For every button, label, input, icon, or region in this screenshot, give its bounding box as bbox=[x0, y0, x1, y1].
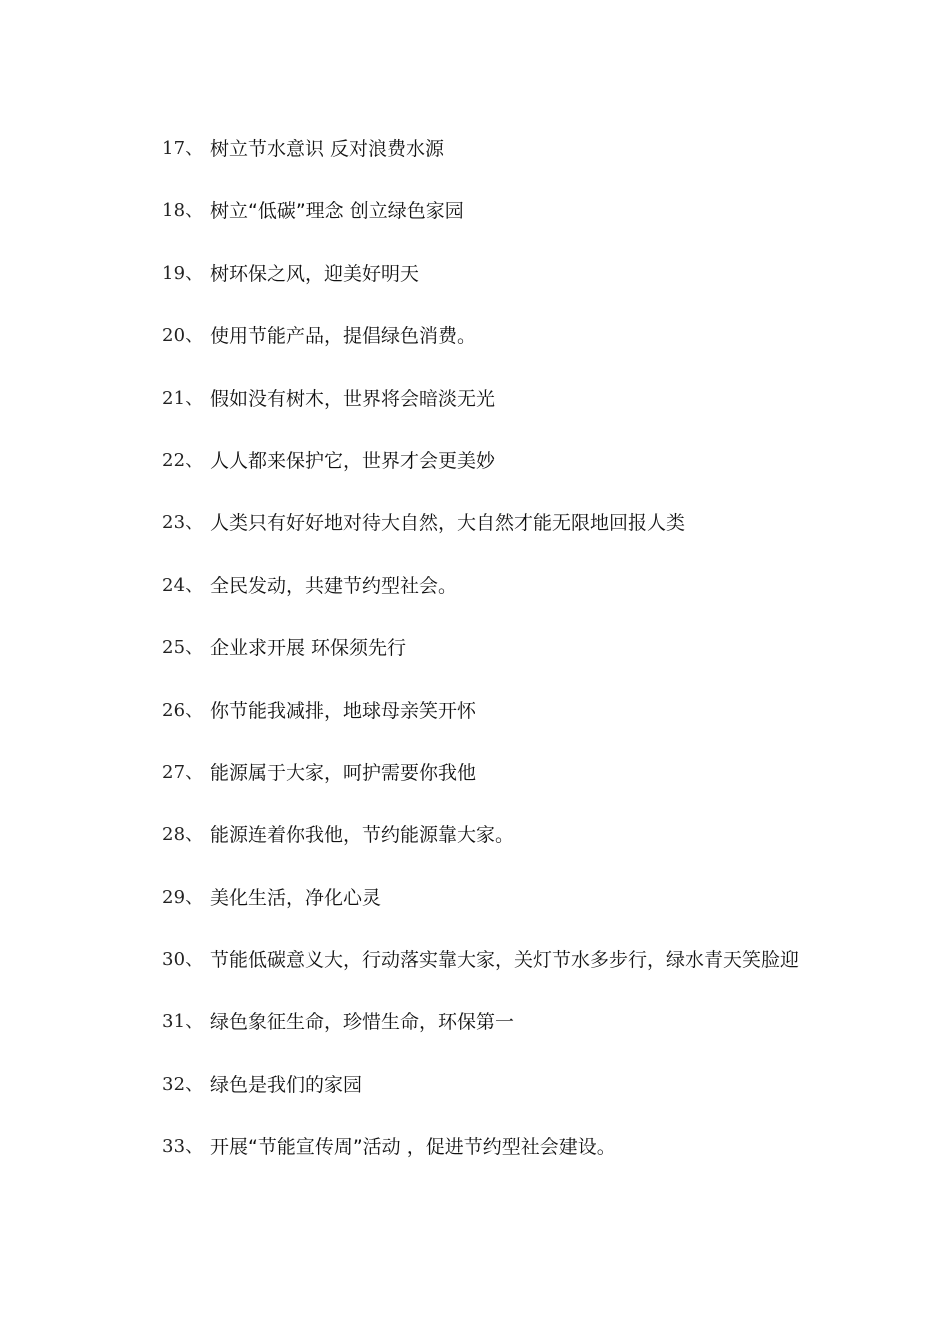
item-text: 树立节水意识 反对浪费水源 bbox=[210, 138, 445, 160]
list-item bbox=[162, 510, 799, 572]
item-text: 绿色象征生命，珍惜生命，环保第一 bbox=[210, 1011, 515, 1034]
item-number: 26、 bbox=[162, 699, 204, 721]
item-number: 32、 bbox=[162, 1073, 204, 1095]
item-text: 企业求开展 环保须先行 bbox=[210, 637, 407, 660]
item-number: 33、 bbox=[162, 1136, 204, 1158]
item-text: 你节能我减排，地球母亲笑开怀 bbox=[210, 699, 477, 722]
item-text: 人类只有好好地对待大自然，大自然才能无限地回报人类 bbox=[210, 512, 686, 535]
item-text: 绿色是我们的家园 bbox=[210, 1073, 363, 1096]
item-text: 全民发动，共建节约型社会。 bbox=[210, 574, 458, 597]
item-number: 18、 bbox=[162, 200, 204, 222]
item-number: 28、 bbox=[162, 824, 204, 846]
item-number: 17、 bbox=[162, 138, 204, 159]
item-number: 25、 bbox=[162, 637, 204, 659]
item-text: 能源连着你我他，节约能源靠大家。 bbox=[210, 824, 515, 847]
item-number: 24、 bbox=[162, 574, 204, 596]
item-number: 27、 bbox=[162, 761, 204, 783]
list-item bbox=[162, 1072, 799, 1134]
item-number: 23、 bbox=[162, 512, 204, 534]
list-item bbox=[162, 448, 799, 510]
item-text: 能源属于大家，呵护需要你我他 bbox=[210, 761, 477, 784]
list-item bbox=[162, 635, 799, 697]
item-text: 开展“节能宣传周”活动 ，促进节约型社会建设。 bbox=[210, 1136, 616, 1159]
list-item bbox=[162, 386, 799, 448]
item-text: 假如没有树木，世界将会暗淡无光 bbox=[210, 387, 496, 410]
list-item bbox=[162, 822, 799, 884]
list-item bbox=[162, 136, 799, 198]
list-item bbox=[162, 885, 799, 947]
item-number: 19、 bbox=[162, 262, 204, 284]
list-item bbox=[162, 573, 799, 635]
slogan-list bbox=[162, 136, 799, 1197]
item-number: 20、 bbox=[162, 325, 204, 347]
item-text: 树环保之风，迎美好明天 bbox=[210, 262, 420, 285]
list-item bbox=[162, 1134, 799, 1196]
item-text: 节能低碳意义大，行动落实靠大家，关灯节水多步行，绿水青天笑脸迎 bbox=[210, 949, 800, 972]
list-item bbox=[162, 1009, 799, 1071]
item-text: 使用节能产品，提倡绿色消费。 bbox=[210, 325, 477, 348]
item-text: 树立“低碳”理念 创立绿色家园 bbox=[210, 200, 464, 223]
list-item bbox=[162, 947, 799, 1009]
list-item bbox=[162, 698, 799, 760]
list-item bbox=[162, 261, 799, 323]
list-item bbox=[162, 760, 799, 822]
item-number: 29、 bbox=[162, 886, 204, 908]
item-number: 21、 bbox=[162, 387, 204, 409]
item-number: 22、 bbox=[162, 449, 204, 471]
item-text: 人人都来保护它，世界才会更美妙 bbox=[210, 449, 496, 472]
item-number: 30、 bbox=[162, 949, 204, 971]
item-number: 31、 bbox=[162, 1011, 204, 1033]
item-text: 美化生活，净化心灵 bbox=[210, 886, 382, 909]
list-item bbox=[162, 323, 799, 385]
list-item bbox=[162, 198, 799, 260]
